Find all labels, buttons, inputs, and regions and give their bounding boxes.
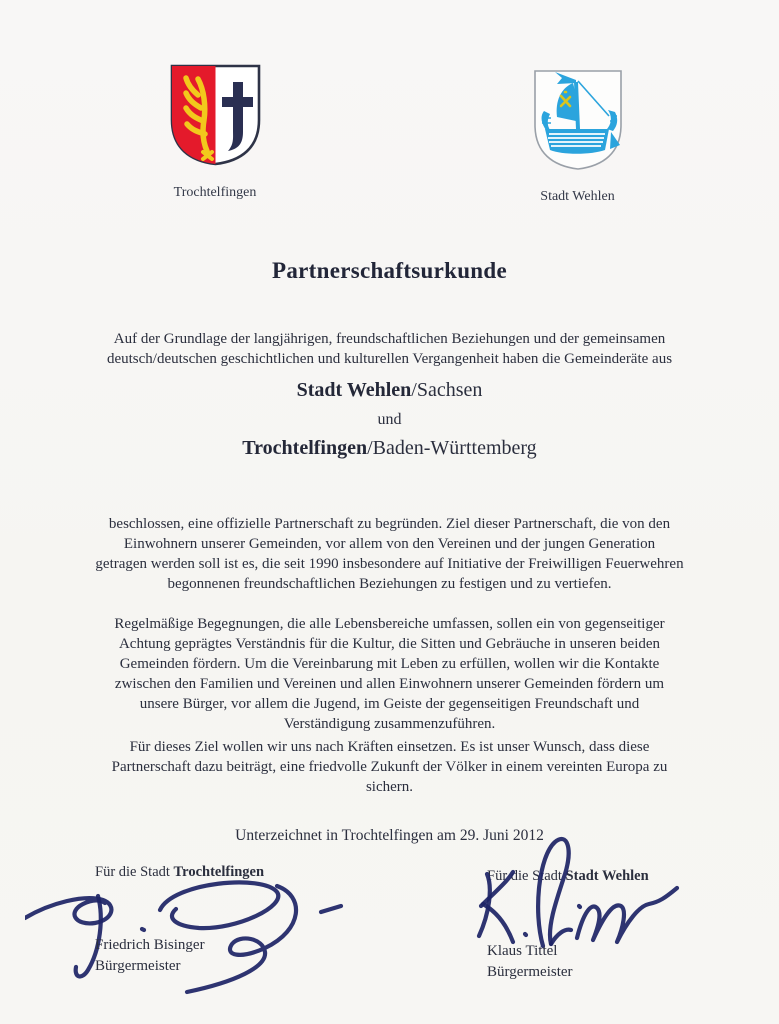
trochtelfingen-shield-icon xyxy=(167,62,264,168)
signature-left-prefix: Für die Stadt xyxy=(95,864,174,880)
partner-trochtelfingen-bold: Trochtelfingen xyxy=(242,437,368,459)
paragraph-4: Für dieses Ziel wollen wir uns nach Kräften einsetzen. Es ist unser Wunsch, dass diese Partnerschaft dazu beiträgt, eine friedvolle Zukunft der Völker in einem vereinten Europa zu sichern. xyxy=(111,739,668,796)
signer-role-left: Bürgermeister xyxy=(95,958,181,975)
signature-right-label xyxy=(487,868,649,885)
signature-right-name-block xyxy=(487,941,573,984)
coat-of-arms-trochtelfingen xyxy=(160,62,270,201)
partner-line-wehlen xyxy=(40,379,740,402)
paragraph-3: Regelmäßige Begegnungen, die alle Lebensbereiche umfassen, sollen ein von gegenseitiger Achtung geprägtes Verständnis für die Kultur, die Sitten und Gebräuche in unseren beiden Gemeinden fördern. Um die Vereinbarung mit Leben zu erfüllen, wollen wir die Kontakte zwischen den Familien und Vereinen und allen Einwohnern unserer Gemeinden fördern um unsere Bürger, vor allem die Jugend, im Geiste der gegenseitigen Freundschaft und Verständigung zusammenzuführen. xyxy=(114,616,665,733)
signature-right-prefix: Für die Stadt xyxy=(487,868,566,884)
conjunction-und: und xyxy=(377,411,402,428)
signature-left-label xyxy=(95,864,264,881)
signature-right-city: Stadt Wehlen xyxy=(565,868,649,884)
coat-of-arms-stadt-wehlen xyxy=(520,68,635,205)
wehlen-shield-icon xyxy=(531,68,625,172)
partner-wehlen-bold: Stadt Wehlen xyxy=(296,379,412,401)
date-line: Unterzeichnet in Trochtelfingen am 29. Juni 2012 xyxy=(235,826,544,844)
signature-left-city: Trochtelfingen xyxy=(173,864,265,880)
paragraph-intro: Auf der Grundlage der langjährigen, freundschaftlichen Beziehungen und der gemeinsamen deutsch/deutschen geschichtlichen und kulturellen Vergangenheit haben die Gemeinderäte aus xyxy=(106,331,673,368)
signature-left-name-block xyxy=(95,935,205,978)
signer-name-left: Friedrich Bisinger xyxy=(95,937,205,953)
signer-name-right: Klaus Tittel xyxy=(487,943,558,959)
document-title: Partnerschaftsurkunde xyxy=(271,258,508,283)
signer-role-right: Bürgermeister xyxy=(487,964,573,981)
partner-line-trochtelfingen xyxy=(40,437,740,460)
paragraph-2: beschlossen, eine offizielle Partnerschaft zu begründen. Ziel dieser Partnerschaft, die von den Einwohnern unserer Gemeinden, vor allem von den Vereinen und der jungen Generation getragen werden soll ist es, die seit 1990 insbesondere auf Initiative der Freiwilligen Feuerwehren begonnenen freundschaftlichen Beziehungen zu festigen und zu vertiefen. xyxy=(95,516,684,593)
emblem-label-stadt-wehlen: Stadt Wehlen xyxy=(540,189,615,204)
partner-wehlen-region: /Sachsen xyxy=(411,379,483,401)
emblem-label-trochtelfingen: Trochtelfingen xyxy=(173,185,257,200)
partner-trochtelfingen-region: /Baden-Württemberg xyxy=(367,437,537,459)
